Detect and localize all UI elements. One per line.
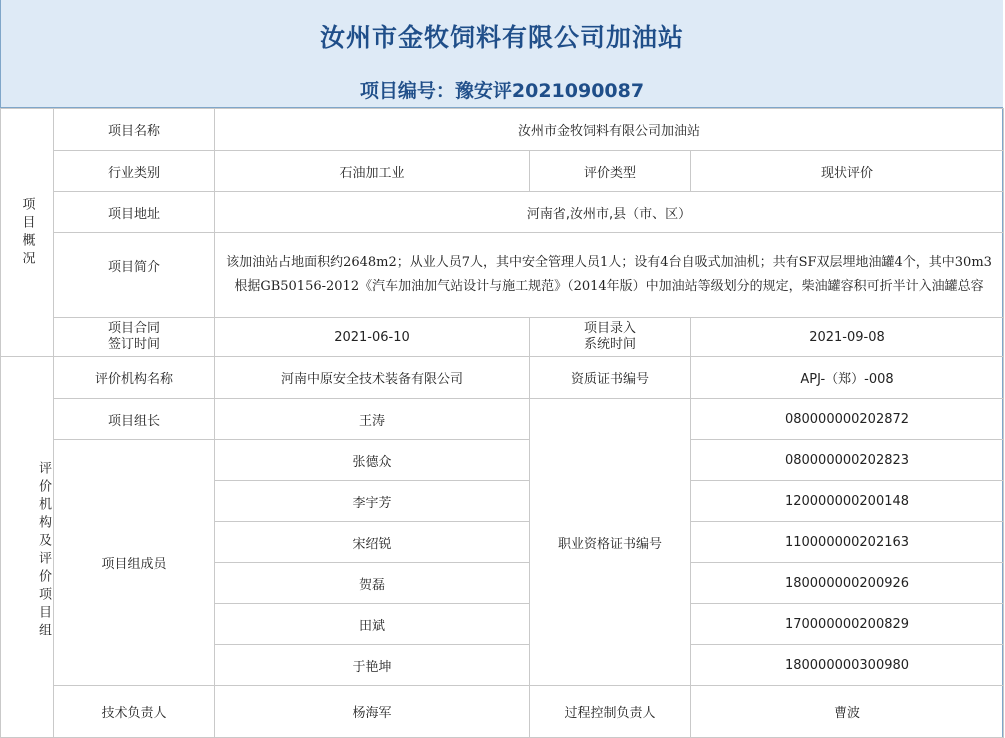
org-value: 河南中原安全技术装备有限公司 bbox=[215, 357, 530, 399]
process-lead-label: 过程控制负责人 bbox=[530, 686, 691, 738]
eval-type-value: 现状评价 bbox=[691, 151, 1004, 192]
tech-lead-label: 技术负责人 bbox=[54, 686, 215, 738]
table-row bbox=[1, 357, 1004, 399]
member-name: 宋绍锐 bbox=[215, 522, 530, 563]
member-name: 田斌 bbox=[215, 604, 530, 645]
member-cert: 120000000200148 bbox=[691, 481, 1004, 522]
table-row bbox=[1, 151, 1004, 192]
org-label: 评价机构名称 bbox=[54, 357, 215, 399]
page-header bbox=[1, 0, 1003, 108]
process-lead-value: 曹波 bbox=[691, 686, 1004, 738]
leader-label: 项目组长 bbox=[54, 399, 215, 440]
table-row bbox=[1, 399, 1004, 440]
industry-label: 行业类别 bbox=[54, 151, 215, 192]
entry-date-value: 2021-09-08 bbox=[691, 318, 1004, 357]
member-cert: 080000000202823 bbox=[691, 440, 1004, 481]
member-cert: 180000000200926 bbox=[691, 563, 1004, 604]
project-number: 项目编号：豫安评2021090087 bbox=[359, 80, 645, 102]
member-cert: 180000000300980 bbox=[691, 645, 1004, 686]
table-row bbox=[1, 109, 1004, 151]
member-name: 贺磊 bbox=[215, 563, 530, 604]
members-label: 项目组成员 bbox=[54, 440, 215, 686]
address-label: 项目地址 bbox=[54, 192, 215, 233]
table-row bbox=[1, 686, 1004, 738]
page-title: 汝州市金牧饲料有限公司加油站 bbox=[319, 23, 684, 52]
intro-text bbox=[215, 233, 1004, 318]
intro-line-2: 根据GB50156-2012《汽车加油加气站设计与施工规范》（2014年版）中加油站等级划分的规定，柴油罐容积可折半计入油罐总容 bbox=[234, 279, 984, 294]
entry-label-line-1: 项目录入 bbox=[583, 321, 636, 336]
intro-label: 项目简介 bbox=[54, 233, 215, 318]
member-cert: 170000000200829 bbox=[691, 604, 1004, 645]
contract-label-line-2: 签订时间 bbox=[107, 337, 160, 352]
table-row bbox=[1, 233, 1004, 318]
cert-label: 资质证书编号 bbox=[530, 357, 691, 399]
member-cert: 110000000202163 bbox=[691, 522, 1004, 563]
leader-cert: 080000000202872 bbox=[691, 399, 1004, 440]
project-name-value: 汝州市金牧饲料有限公司加油站 bbox=[215, 109, 1004, 151]
entry-date-label bbox=[530, 318, 691, 357]
entry-label-line-2: 系统时间 bbox=[583, 337, 636, 352]
member-name: 李宇芳 bbox=[215, 481, 530, 522]
table-row bbox=[1, 318, 1004, 357]
section-label-overview: 项目概况 bbox=[1, 109, 54, 357]
eval-type-label: 评价类型 bbox=[530, 151, 691, 192]
industry-value: 石油加工业 bbox=[215, 151, 530, 192]
member-name: 张德众 bbox=[215, 440, 530, 481]
qualification-label: 职业资格证书编号 bbox=[530, 399, 691, 686]
table-row bbox=[1, 440, 1004, 481]
address-value: 河南省,汝州市,县（市、区） bbox=[215, 192, 1004, 233]
project-info-table bbox=[0, 108, 1004, 738]
member-name: 于艳坤 bbox=[215, 645, 530, 686]
leader-name: 王涛 bbox=[215, 399, 530, 440]
project-name-label: 项目名称 bbox=[54, 109, 215, 151]
contract-date-label bbox=[54, 318, 215, 357]
section-label-team: 评价机构及评价项目组 bbox=[1, 357, 54, 738]
tech-lead-value: 杨海军 bbox=[215, 686, 530, 738]
table-row bbox=[1, 192, 1004, 233]
contract-label-line-1: 项目合同 bbox=[107, 321, 160, 336]
cert-value: APJ-（郑）-008 bbox=[691, 357, 1004, 399]
contract-date-value: 2021-06-10 bbox=[215, 318, 530, 357]
intro-line-1: 该加油站占地面积约2648m2；从业人员7人，其中安全管理人员1人；设有4台自吸式加油机；共有SF双层埋地油罐4个，其中30m3 bbox=[226, 255, 992, 270]
